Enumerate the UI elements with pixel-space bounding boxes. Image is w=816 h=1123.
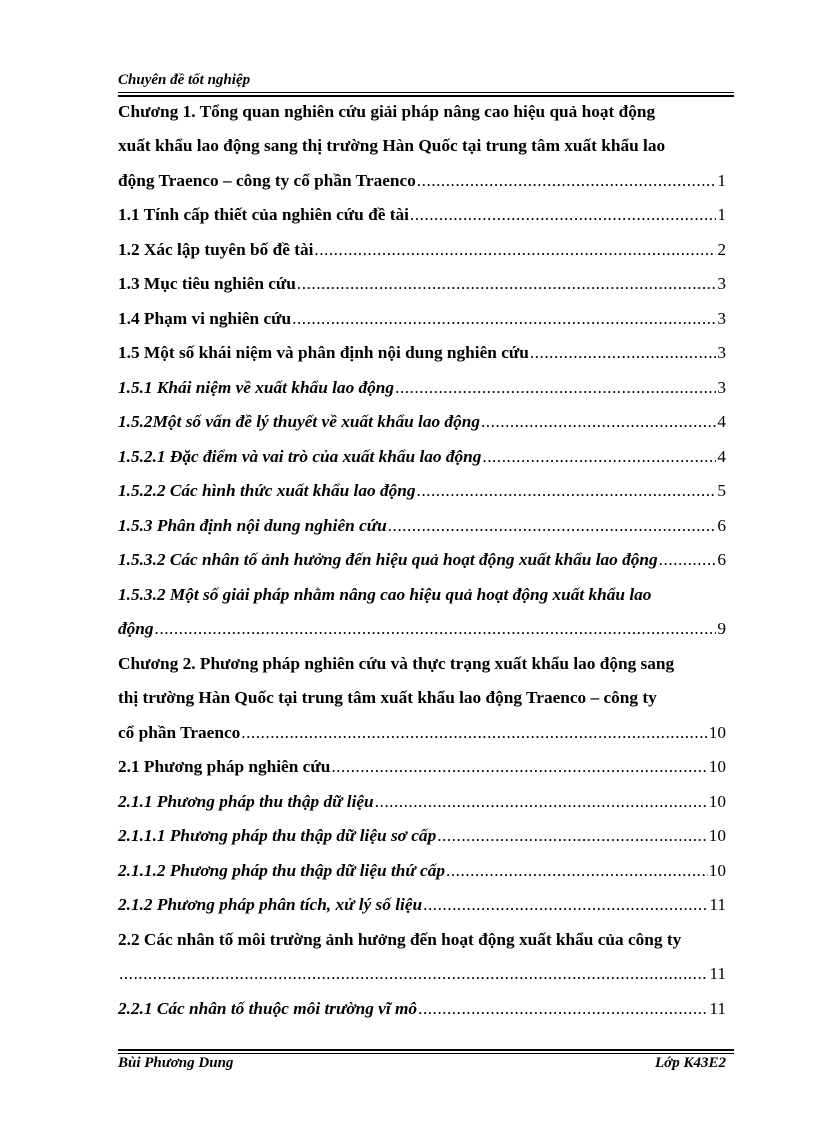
- toc-page-number: 11: [709, 998, 726, 1018]
- toc-entry[interactable]: [118, 748, 726, 783]
- toc-entry-line: [118, 575, 726, 610]
- toc-entry-title: cổ phần Traenco: [118, 722, 241, 742]
- toc-page-number: 10: [708, 826, 726, 845]
- toc-entry-title: 1.5.2Một số vấn đề lý thuyết về xuất khẩu lao động: [118, 412, 480, 431]
- toc-entry-line: [118, 92, 726, 127]
- toc-entry-title: 2.2.1 Các nhân tố thuộc môi trường vĩ mô: [118, 998, 418, 1018]
- toc-leader-dots: [375, 792, 708, 812]
- toc-leader-dots: [530, 343, 717, 363]
- toc-entry-text: thị trường Hàn Quốc tại trung tâm xuất khẩu lao động Traenco – công ty: [118, 688, 657, 707]
- toc-entry-title: 1.5.1 Khái niệm về xuất khẩu lao động: [118, 377, 395, 397]
- toc-entry[interactable]: [118, 161, 726, 196]
- toc-entry[interactable]: [118, 541, 726, 576]
- toc-entry-title: 1.2 Xác lập tuyên bố đề tài: [118, 239, 314, 259]
- toc-entry-title: 1.4 Phạm vi nghiên cứu: [118, 308, 292, 328]
- toc-page-number: 4: [717, 412, 726, 431]
- toc-page-number: 2: [717, 239, 726, 259]
- toc-page-number: 3: [717, 343, 726, 362]
- toc-entry-title: động Traenco – công ty cổ phần Traenco: [118, 170, 416, 190]
- toc-entry[interactable]: [118, 265, 726, 300]
- toc-leader-dots: [482, 447, 716, 467]
- toc-entry-line: [118, 920, 726, 955]
- toc-entry-title: 2.1.1.2 Phương pháp thu thập dữ liệu thứ cấp: [118, 860, 445, 880]
- toc-entry[interactable]: [118, 851, 726, 886]
- toc-leader-dots: [292, 309, 716, 329]
- toc-page-number: 3: [717, 274, 726, 293]
- toc-entry-title: 1.1 Tính cấp thiết của nghiên cứu đề tài: [118, 205, 409, 224]
- toc-entry-text: 1.5.3.2 Một số giải pháp nhằm nâng cao hiệu quả hoạt động xuất khẩu lao: [118, 584, 652, 604]
- toc-leader-dots: [418, 999, 708, 1019]
- toc-page-number: 10: [708, 757, 726, 776]
- footer-author: Bùi Phương Dung: [118, 1055, 234, 1071]
- toc-leader-dots: [119, 964, 708, 984]
- toc-entry-text: xuất khẩu lao động sang thị trường Hàn Quốc tại trung tâm xuất khẩu lao: [118, 136, 666, 155]
- toc-entry-title: 1.5.2.1 Đặc điểm và vai trò của xuất khẩu lao động: [118, 446, 482, 466]
- table-of-contents: [118, 92, 726, 1024]
- toc-entry-text: 2.2 Các nhân tố môi trường ảnh hưởng đến hoạt động xuất khẩu của công ty: [118, 929, 682, 949]
- footer-class: Lớp K43E2: [655, 1055, 726, 1071]
- toc-entry[interactable]: [118, 989, 726, 1024]
- toc-entry-title: 1.5.3.2 Các nhân tố ảnh hưởng đến hiệu quả hoạt động xuất khẩu lao động: [118, 550, 658, 569]
- toc-leader-dots: [481, 412, 716, 432]
- toc-leader-dots: [446, 861, 708, 881]
- toc-entry[interactable]: [118, 886, 726, 921]
- toc-entry[interactable]: [118, 782, 726, 817]
- toc-leader-dots: [437, 826, 708, 846]
- toc-page-number: 10: [708, 791, 726, 811]
- toc-entry[interactable]: [118, 472, 726, 507]
- toc-entry-title: 1.5 Một số khái niệm và phân định nội dung nghiên cứu: [118, 343, 529, 362]
- toc-entry-title: 1.3 Mục tiêu nghiên cứu: [118, 274, 296, 293]
- toc-entry[interactable]: [118, 817, 726, 852]
- toc-entry-title: 1.5.2.2 Các hình thức xuất khẩu lao động: [118, 481, 416, 500]
- toc-entry[interactable]: [118, 437, 726, 472]
- toc-entry-text: Chương 2. Phương pháp nghiên cứu và thực trạng xuất khẩu lao động sang: [118, 653, 675, 673]
- toc-leader-dots: [155, 619, 717, 639]
- toc-entry-line: [118, 679, 726, 714]
- toc-leader-dots: [659, 550, 717, 570]
- toc-entry[interactable]: [118, 230, 726, 265]
- toc-entry-text: Chương 1. Tổng quan nghiên cứu giải pháp nâng cao hiệu quả hoạt động: [118, 101, 656, 121]
- toc-entry[interactable]: [118, 196, 726, 231]
- toc-entry-title: 2.1.1 Phương pháp thu thập dữ liệu: [118, 791, 374, 811]
- toc-leader-dots: [395, 378, 716, 398]
- toc-page-number: 6: [717, 515, 726, 535]
- toc-page-number: 9: [717, 619, 726, 638]
- toc-entry-title: 1.5.3 Phân định nội dung nghiên cứu: [118, 515, 387, 535]
- toc-page-number: 11: [709, 895, 726, 914]
- toc-leader-dots: [417, 481, 717, 501]
- toc-page-number: 4: [717, 446, 726, 466]
- toc-leader-dots: [410, 205, 716, 225]
- toc-page-number: 11: [709, 964, 726, 983]
- toc-entry-line: [118, 127, 726, 162]
- toc-page-number: 1: [717, 205, 726, 224]
- toc-page-number: 5: [717, 481, 726, 500]
- toc-entry-title: 2.1.1.1 Phương pháp thu thập dữ liệu sơ cấp: [118, 826, 437, 845]
- toc-entry-title: 2.1.2 Phương pháp phân tích, xử lý số liệu: [118, 895, 423, 914]
- toc-entry[interactable]: [118, 299, 726, 334]
- toc-page-number: 1: [717, 170, 726, 190]
- footer-rule: [118, 1049, 734, 1054]
- toc-leader-dots: [423, 895, 708, 915]
- toc-entry[interactable]: [118, 506, 726, 541]
- toc-leader-dots: [417, 171, 717, 191]
- toc-entry-title: 2.1 Phương pháp nghiên cứu: [118, 757, 331, 776]
- toc-entry[interactable]: [118, 368, 726, 403]
- toc-leader-dots: [388, 516, 717, 536]
- toc-entry[interactable]: [118, 955, 726, 990]
- toc-leader-dots: [314, 240, 716, 260]
- toc-page-number: 6: [717, 550, 726, 569]
- toc-entry[interactable]: [118, 334, 726, 369]
- toc-leader-dots: [297, 274, 716, 294]
- toc-entry[interactable]: [118, 403, 726, 438]
- toc-leader-dots: [331, 757, 707, 777]
- toc-entry-title: động: [118, 619, 154, 638]
- toc-entry[interactable]: [118, 713, 726, 748]
- toc-entry-line: [118, 644, 726, 679]
- page-header-title: Chuyên đề tốt nghiệp: [118, 72, 251, 88]
- toc-page-number: 3: [717, 377, 726, 397]
- toc-page-number: 3: [717, 308, 726, 328]
- toc-leader-dots: [241, 723, 707, 743]
- toc-entry[interactable]: [118, 610, 726, 645]
- toc-page-number: 10: [708, 722, 726, 742]
- toc-page-number: 10: [708, 860, 726, 880]
